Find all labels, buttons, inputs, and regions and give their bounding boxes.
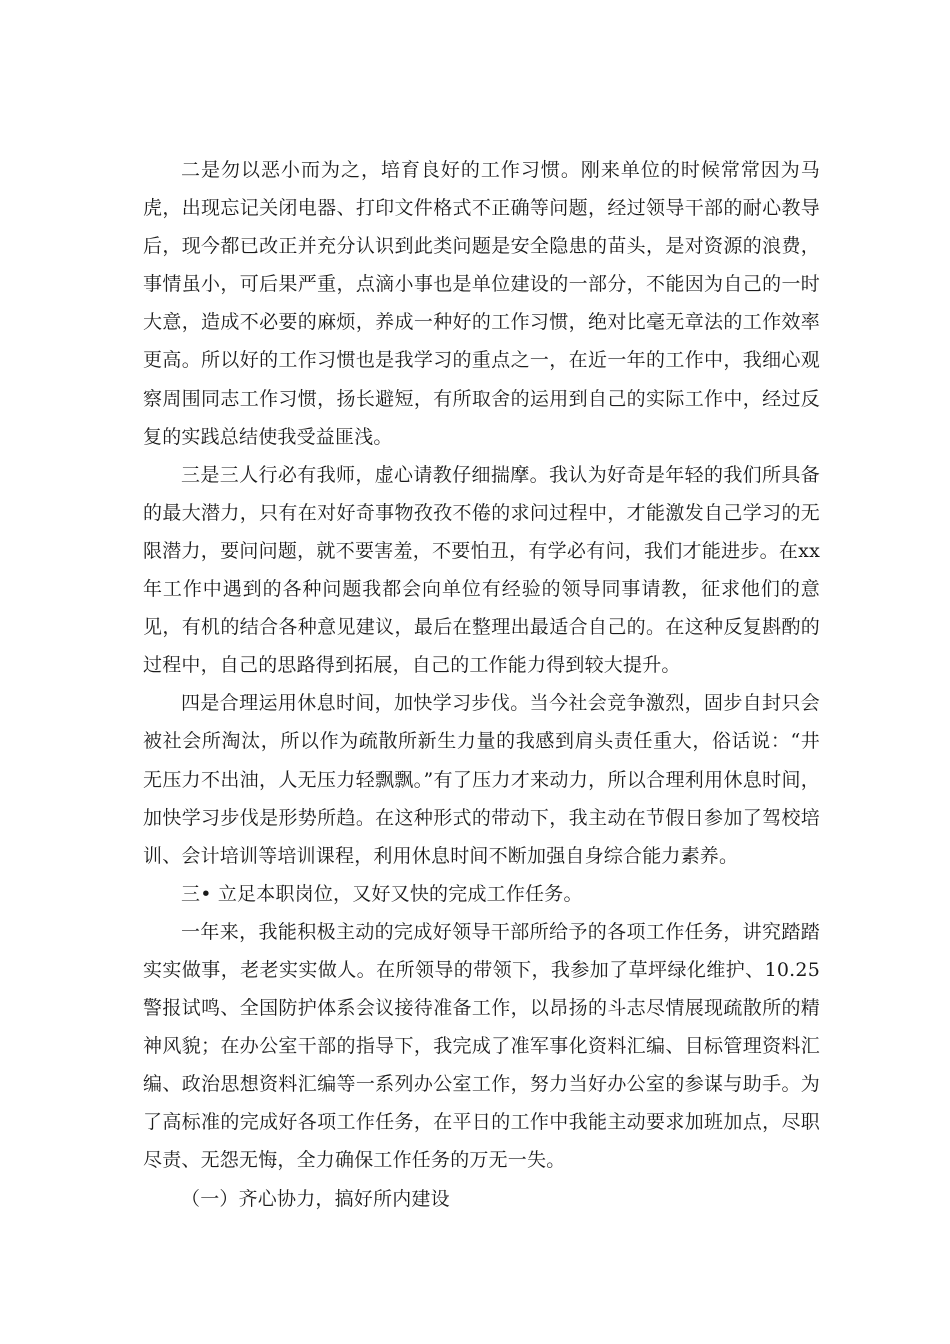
section-heading: 三• 立足本职岗位，又好又快的完成工作任务。	[181, 882, 583, 905]
paragraph-work-habits: 二是勿以恶小而为之，培育良好的工作习惯。刚来单位的时候常常因为马虎，出现忘记关闭电器、打印文件格式不正确等问题，经过领导干部的耐心教导后，现今都已改正并充分认识到此类问题是安全隐患的苗头，是对资源的浪费，事情虽小，可后果严重，点滴小事也是单位建设的一部分，不能因为自己的一时大意，造成不必要的麻烦，养成一种好的工作习惯，绝对比毫无章法的工作效率更高。所以好的工作习惯也是我学习的重点之一，在近一年的工作中，我细心观察周围同志工作习惯，扬长避短，有所取舍的运用到自己的实际工作中，经过反复的实践总结使我受益匪浅。	[143, 159, 820, 448]
paragraph-work-tasks: 一年来，我能积极主动的完成好领导干部所给予的各项工作任务，讲究踏踏实实做事，老老实实做人。在所领导的带领下，我参加了草坪绿化维护、10.25警报试鸣、全国防护体系会议接待准备工作，以昂扬的斗志尽情展现疏散所的精神风貌；在办公室干部的指导下，我完成了准军事化资料汇编、目标管理资料汇编、政治思想资料汇编等一系列办公室工作，努力当好办公室的参谋与助手。为了高标准的完成好各项工作任务，在平日的工作中我能主动要求加班加点，尽职尽责、无怨无悔，全力确保工作任务的万无一失。	[143, 920, 820, 1172]
sub-heading: （一）齐心协力，搞好所内建设	[181, 1187, 450, 1210]
paragraph-rest-time: 四是合理运用休息时间，加快学习步伐。当今社会竞争激烈，固步自封只会被社会所淘汰，所以作为疏散所新生力量的我感到肩头责任重大，俗话说：“井无压力不出油，人无压力轻飘飘。”有了压力才来动力，所以合理利用休息时间，加快学习步伐是形势所趋。在这种形式的带动下，我主动在节假日参加了驾校培训、会计培训等培训课程，利用休息时间不断加强自身综合能力素养。	[143, 692, 820, 867]
paragraph-ask-for-advice: 三是三人行必有我师，虚心请教仔细揣摩。我认为好奇是年轻的我们所具备的最大潜力，只有在对好奇事物孜孜不倦的求问过程中，才能激发自己学习的无限潜力，要问问题，就不要害羞，不要怕丑，有学必有问，我们才能进步。在xx年工作中遇到的各种问题我都会向单位有经验的领导同事请教，征求他们的意见，有机的结合各种意见建议，最后在整理出最适合自己的。在这种反复斟酌的过程中，自己的思路得到拓展，自己的工作能力得到较大提升。	[143, 463, 820, 677]
